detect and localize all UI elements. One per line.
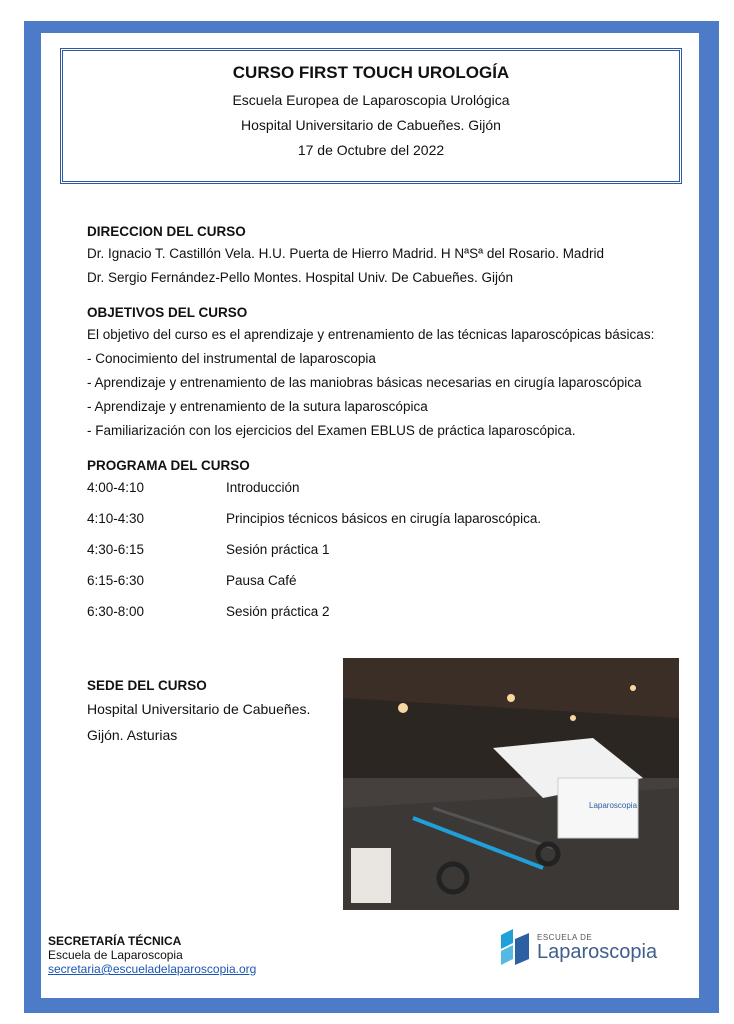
section-objetivos bbox=[87, 305, 687, 438]
training-photo-illustration bbox=[343, 658, 679, 910]
objective-line: El objetivo del curso es el aprendizaje y entrenamiento de las técnicas laparoscópicas básicas: bbox=[87, 327, 655, 342]
section-sede bbox=[87, 678, 337, 754]
program-row bbox=[87, 511, 687, 526]
footer-email-link[interactable]: secretaria@escueladelaparoscopia.org bbox=[48, 962, 257, 976]
program-time: 4:00-4:10 bbox=[87, 480, 145, 495]
objective-line: - Aprendizaje y entrenamiento de la sutura laparoscópica bbox=[87, 399, 428, 414]
section-direccion bbox=[87, 224, 687, 285]
objective-line: - Conocimiento del instrumental de laparoscopia bbox=[87, 351, 376, 366]
director-line: Dr. Sergio Fernández-Pello Montes. Hospital Univ. De Cabueñes. Gijón bbox=[87, 270, 513, 285]
escuela-logo bbox=[499, 927, 659, 967]
header-box bbox=[60, 48, 682, 184]
logo-small-text: ESCUELA DE bbox=[537, 932, 593, 942]
header-line-date: 17 de Octubre del 2022 bbox=[297, 142, 445, 158]
footer-secretaria bbox=[48, 934, 256, 976]
program-time: 6:15-6:30 bbox=[87, 573, 145, 588]
program-item: Principios técnicos básicos en cirugía laparoscópica. bbox=[226, 511, 542, 526]
program-time: 4:10-4:30 bbox=[87, 511, 145, 526]
program-time: 6:30-8:00 bbox=[87, 604, 145, 619]
logo-big-text: Laparoscopia bbox=[537, 940, 658, 963]
section-heading: PROGRAMA DEL CURSO bbox=[87, 458, 250, 473]
objective-line: - Familiarización con los ejercicios del Examen EBLUS de práctica laparoscópica. bbox=[87, 423, 576, 438]
footer-heading: SECRETARÍA TÉCNICA bbox=[48, 934, 182, 948]
main-content bbox=[87, 224, 687, 639]
program-time: 4:30-6:15 bbox=[87, 542, 145, 557]
section-heading: OBJETIVOS DEL CURSO bbox=[87, 305, 248, 320]
objective-line: - Aprendizaje y entrenamiento de las maniobras básicas necesarias en cirugía laparoscópica bbox=[87, 375, 642, 390]
director-line: Dr. Ignacio T. Castillón Vela. H.U. Puerta de Hierro Madrid. H NªSª del Rosario. Madrid bbox=[87, 246, 604, 261]
photo-box-label: Laparoscopia bbox=[589, 801, 638, 810]
header-line-school: Escuela Europea de Laparoscopia Urológica bbox=[232, 92, 510, 108]
training-photo bbox=[343, 658, 679, 910]
program-item: Sesión práctica 2 bbox=[226, 604, 330, 619]
footer-org: Escuela de Laparoscopia bbox=[48, 948, 183, 962]
program-row bbox=[87, 480, 687, 495]
program-row bbox=[87, 542, 687, 557]
venue-line: Hospital Universitario de Cabueñes. bbox=[87, 701, 311, 717]
venue-line: Gijón. Asturias bbox=[87, 727, 178, 743]
program-item: Sesión práctica 1 bbox=[226, 542, 330, 557]
program-row bbox=[87, 604, 687, 619]
escuela-logo-icon bbox=[499, 929, 531, 965]
program-item: Introducción bbox=[226, 480, 300, 495]
section-heading: SEDE DEL CURSO bbox=[87, 678, 207, 693]
header-line-hospital: Hospital Universitario de Cabueñes. Gijón bbox=[241, 117, 501, 133]
section-heading: DIRECCION DEL CURSO bbox=[87, 224, 246, 239]
course-title: CURSO FIRST TOUCH UROLOGÍA bbox=[232, 63, 510, 82]
program-row bbox=[87, 573, 687, 588]
program-item: Pausa Café bbox=[226, 573, 297, 588]
section-programa bbox=[87, 458, 687, 619]
